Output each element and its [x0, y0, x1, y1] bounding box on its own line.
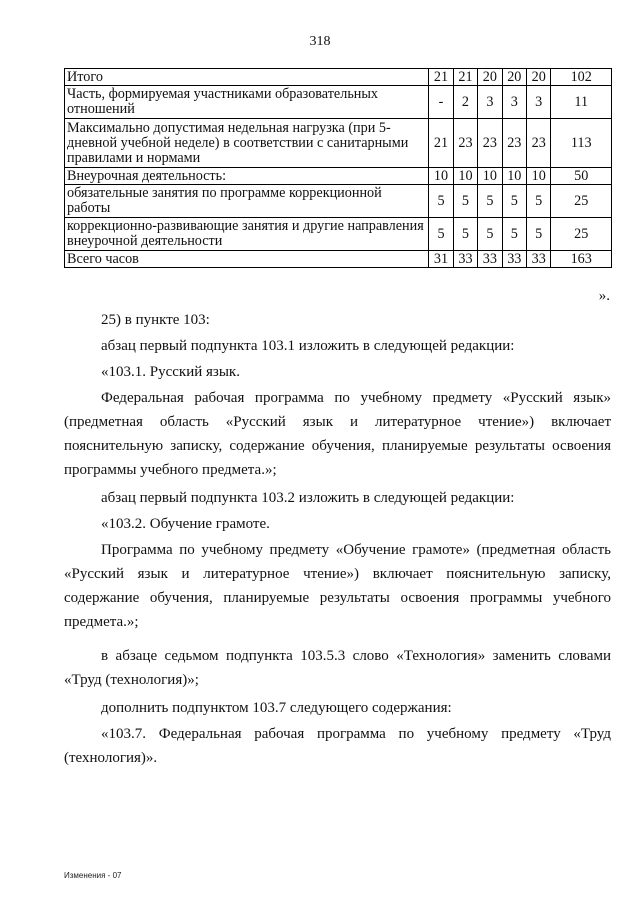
table-row — [65, 185, 612, 218]
table-cell: 3 — [527, 86, 551, 119]
table-cell: 2 — [453, 86, 477, 119]
table-cell: 3 — [478, 86, 502, 119]
table-row — [65, 168, 612, 185]
table-cell: 33 — [527, 251, 551, 268]
table-cell: 5 — [502, 218, 526, 251]
page-number: 318 — [309, 34, 331, 49]
table-cell: 21 — [429, 119, 453, 168]
row-total: 25 — [551, 185, 612, 218]
paragraph-instruction-103-1: абзац первый подпункта 103.1 изложить в следующей редакции: — [101, 338, 515, 354]
table-cell: 5 — [429, 218, 453, 251]
table-cell: 23 — [478, 119, 502, 168]
table-cell: 31 — [429, 251, 453, 268]
table-row — [65, 69, 612, 86]
table-cell: 5 — [502, 185, 526, 218]
table-cell: 10 — [527, 168, 551, 185]
table-cell: 5 — [478, 185, 502, 218]
table-cell: 21 — [429, 69, 453, 86]
table-cell: 5 — [429, 185, 453, 218]
table-row — [65, 86, 612, 119]
table-cell: 10 — [453, 168, 477, 185]
table-cell: 23 — [502, 119, 526, 168]
row-label: Часть, формируемая участниками образовательных отношений — [65, 86, 429, 119]
footer-label: Изменения - 07 — [64, 871, 122, 880]
row-total: 113 — [551, 119, 612, 168]
table-cell: 20 — [502, 69, 526, 86]
table-cell: 20 — [527, 69, 551, 86]
table-cell: 33 — [453, 251, 477, 268]
paragraph-heading-103-2: «103.2. Обучение грамоте. — [101, 516, 270, 532]
table-cell: 5 — [478, 218, 502, 251]
paragraph-instruction-103-7: дополнить подпунктом 103.7 следующего содержания: — [101, 700, 452, 716]
paragraph-heading-103-7: «103.7. Федеральная рабочая программа по учебному предмету «Труд (технология)». — [64, 726, 611, 766]
table-cell: 3 — [502, 86, 526, 119]
paragraph-body-103-2: Программа по учебному предмету «Обучение грамоте» (предметная область «Русский язык и литературное чтение») включает пояснительную записку, содержание обучения, планируемые результаты освоения программы учебного предмета.»; — [64, 542, 611, 630]
table-cell: 5 — [527, 185, 551, 218]
row-label: Внеурочная деятельность: — [65, 168, 429, 185]
table-cell: 10 — [429, 168, 453, 185]
paragraph-body-103-1: Федеральная рабочая программа по учебному предмету «Русский язык» (предметная область «Русский язык и литературное чтение») включает пояснительную записку, содержание обучения, планируемые результаты освоения программы учебного предмета.»; — [64, 390, 611, 478]
paragraph-instruction-103-2: абзац первый подпункта 103.2 изложить в следующей редакции: — [101, 490, 515, 506]
row-total: 163 — [551, 251, 612, 268]
table-cell: 20 — [478, 69, 502, 86]
table-cell: 33 — [478, 251, 502, 268]
row-label: обязательные занятия по программе коррекционной работы — [65, 185, 429, 218]
table-cell: 21 — [453, 69, 477, 86]
curriculum-table — [64, 68, 612, 268]
row-total: 11 — [551, 86, 612, 119]
paragraph-heading-103-1: «103.1. Русский язык. — [101, 364, 240, 380]
table-cell: 23 — [453, 119, 477, 168]
row-total: 102 — [551, 69, 612, 86]
paragraph-item-25: 25) в пункте 103: — [101, 312, 210, 328]
table-cell: 5 — [453, 185, 477, 218]
table-cell: 5 — [527, 218, 551, 251]
row-label: Всего часов — [65, 251, 429, 268]
row-total: 50 — [551, 168, 612, 185]
table-cell: 10 — [478, 168, 502, 185]
table-row — [65, 251, 612, 268]
table-cell: - — [429, 86, 453, 119]
row-label: коррекционно-развивающие занятия и другие направления внеурочной деятельности — [65, 218, 429, 251]
paragraph-instruction-103-5-3: в абзаце седьмом подпункта 103.5.3 слово «Технология» заменить словами «Труд (технология)»; — [64, 648, 611, 688]
row-label: Максимально допустимая недельная нагрузка (при 5-дневной учебной неделе) в соответствии с санитарными правилами и нормами — [65, 119, 429, 168]
table-cell: 10 — [502, 168, 526, 185]
row-label: Итого — [65, 69, 429, 86]
table-row — [65, 218, 612, 251]
table-cell: 33 — [502, 251, 526, 268]
table-row — [65, 119, 612, 168]
table-cell: 23 — [527, 119, 551, 168]
table-cell: 5 — [453, 218, 477, 251]
closing-quote: ». — [598, 288, 610, 304]
row-total: 25 — [551, 218, 612, 251]
